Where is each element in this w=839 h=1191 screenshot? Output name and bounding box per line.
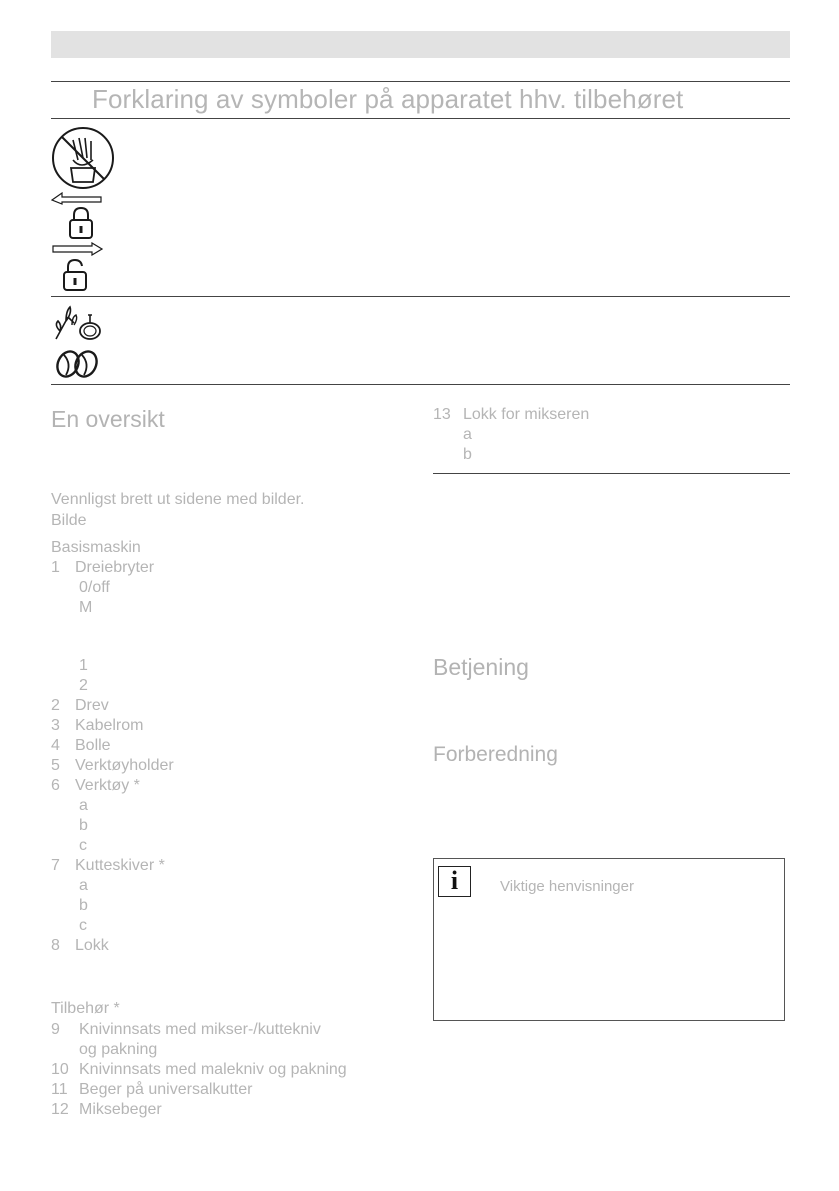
- top-header-bar: [51, 31, 790, 58]
- list-item: 2: [79, 677, 88, 694]
- list-item: b: [463, 446, 472, 463]
- lock-open-icon: [62, 258, 90, 292]
- accessories-list: [51, 1020, 347, 1120]
- divider: [433, 473, 790, 474]
- list-item: 9 Knivinnsats med mikser-/kuttekniv: [51, 1021, 321, 1038]
- herbs-onion-icon: [52, 303, 102, 341]
- accessories-heading: Tilbehør *: [51, 1000, 120, 1017]
- list-item: 4 Bolle: [51, 737, 111, 754]
- base-machine-label: Basismaskin: [51, 539, 141, 556]
- fold-note: Vennligst brett ut sidene med bilder.: [51, 491, 305, 508]
- coffee-beans-icon: [54, 349, 100, 379]
- list-item: 11 Beger på universalkutter: [51, 1081, 253, 1098]
- list-item: 12 Miksebeger: [51, 1101, 162, 1118]
- lock-closed-icon: [68, 206, 94, 240]
- operation-heading: Betjening: [433, 654, 529, 680]
- arrow-right-icon: [51, 242, 103, 256]
- list-item: 8 Lokk: [51, 937, 109, 954]
- list-item: c: [79, 837, 87, 854]
- list-item: b: [79, 897, 88, 914]
- divider: [51, 296, 790, 297]
- symbols-title: Forklaring av symboler på apparatet hhv. tilbehøret: [92, 84, 684, 114]
- list-item: 1 Dreiebryter: [51, 559, 155, 576]
- preparation-heading: Forberedning: [433, 743, 558, 766]
- base-machine-list: [51, 558, 154, 618]
- base-machine-list-cont: [51, 656, 174, 956]
- list-item: a: [79, 797, 88, 814]
- picture-label: Bilde: [51, 512, 87, 529]
- list-item: M: [79, 599, 93, 616]
- list-item: b: [79, 817, 88, 834]
- list-item: 10 Knivinnsats med malekniv og pakning: [51, 1061, 347, 1078]
- list-item: 7 Kutteskiver *: [51, 857, 165, 874]
- arrow-left-icon: [51, 191, 103, 205]
- list-item: 13 Lokk for mikseren: [433, 406, 590, 423]
- list-item: 6 Verktøy *: [51, 777, 140, 794]
- list-item: 0/off: [79, 579, 110, 596]
- item-13-block: [433, 405, 589, 465]
- list-item: og pakning: [79, 1041, 158, 1058]
- info-icon: i: [438, 866, 471, 897]
- info-title: Viktige henvisninger: [500, 878, 634, 895]
- no-hand-in-bowl-icon: [51, 126, 115, 190]
- list-item: a: [79, 877, 88, 894]
- divider: [51, 118, 790, 119]
- overview-heading: En oversikt: [51, 406, 165, 432]
- list-item: a: [463, 426, 472, 443]
- divider: [51, 384, 790, 385]
- list-item: 5 Verktøyholder: [51, 757, 174, 774]
- list-item: 1: [79, 657, 88, 674]
- list-item: 3 Kabelrom: [51, 717, 144, 734]
- list-item: 2 Drev: [51, 697, 109, 714]
- divider: [51, 81, 790, 82]
- list-item: c: [79, 917, 87, 934]
